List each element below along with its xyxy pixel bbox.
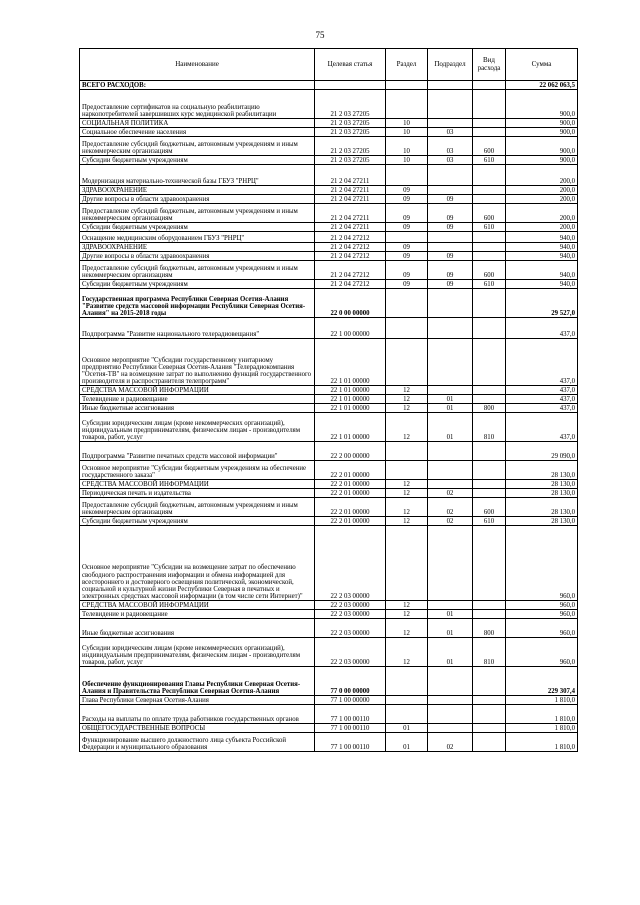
cell-sum: 29 090,0 xyxy=(506,442,578,461)
table-row xyxy=(80,223,578,232)
cell-subsection xyxy=(428,480,473,489)
cell-subsection xyxy=(428,705,473,724)
cell-name: Основное мероприятие "Субсидии бюджетным учреждениям на обеспечение государственного заказа" xyxy=(80,461,315,480)
budget-table xyxy=(79,48,578,752)
cell-name: Телевидение и радиовещание xyxy=(80,395,315,404)
table-row xyxy=(80,667,578,696)
cell-name: Основное мероприятие "Субсидии государственному унитарному предприятию Республики Северная Осетия-Алания "Телерадиокомпания "Осетия-ТВ" на возмещение затрат по выполнению функций государственного производителя и распространителя телепрограмм" xyxy=(80,339,315,386)
cell-code: 22 2 01 00000 xyxy=(315,517,386,526)
cell-section: 12 xyxy=(386,480,428,489)
cell-section: 09 xyxy=(386,280,428,289)
cell-kind: 810 xyxy=(473,413,506,442)
cell-subsection: 09 xyxy=(428,195,473,204)
cell-code: 21 2 04 27211 xyxy=(315,186,386,195)
table-header-row xyxy=(80,49,578,81)
cell-section: 12 xyxy=(386,601,428,610)
cell-sum: 437,0 xyxy=(506,404,578,413)
cell-subsection: 09 xyxy=(428,280,473,289)
cell-name: ОБЩЕГОСУДАРСТВЕННЫЕ ВОПРОСЫ xyxy=(80,724,315,733)
cell-sum: 200,0 xyxy=(506,223,578,232)
header-kind: Вид расхода xyxy=(473,49,506,81)
cell-subsection: 02 xyxy=(428,489,473,498)
cell-section: 12 xyxy=(386,404,428,413)
cell-section xyxy=(386,232,428,243)
cell-name: Иные бюджетные ассигнования xyxy=(80,404,315,413)
cell-subsection: 03 xyxy=(428,156,473,165)
cell-section xyxy=(386,526,428,601)
cell-code: 22 2 00 00000 xyxy=(315,442,386,461)
cell-section: 10 xyxy=(386,137,428,156)
table-row xyxy=(80,489,578,498)
cell-section: 09 xyxy=(386,252,428,261)
cell-kind xyxy=(473,667,506,696)
cell-subsection xyxy=(428,119,473,128)
cell-section xyxy=(386,339,428,386)
cell-kind: 600 xyxy=(473,498,506,517)
table-row xyxy=(80,252,578,261)
cell-kind: 610 xyxy=(473,280,506,289)
cell-kind: 610 xyxy=(473,517,506,526)
table-row xyxy=(80,232,578,243)
cell-code: 22 2 03 00000 xyxy=(315,619,386,638)
table-row xyxy=(80,638,578,667)
cell-code: 22 2 01 00000 xyxy=(315,480,386,489)
cell-name: Расходы на выплаты по оплате труда работников государственных органов xyxy=(80,705,315,724)
header-name: Наименование xyxy=(80,49,315,81)
cell-code: 22 2 01 00000 xyxy=(315,498,386,517)
cell-kind xyxy=(473,289,506,318)
cell-section: 01 xyxy=(386,733,428,752)
cell-kind xyxy=(473,232,506,243)
cell-kind xyxy=(473,195,506,204)
cell-sum: 1 810,0 xyxy=(506,724,578,733)
cell-name: Модернизация материально-технической базы ГБУЗ "РНРЦ" xyxy=(80,165,315,186)
cell-subsection: 03 xyxy=(428,137,473,156)
cell-name: Подпрограмма "Развитие национального телерадиовещания" xyxy=(80,318,315,339)
cell-subsection: 02 xyxy=(428,498,473,517)
cell-code: 21 2 04 27211 xyxy=(315,195,386,204)
table-row xyxy=(80,442,578,461)
cell-section xyxy=(386,696,428,705)
cell-name: Субсидии бюджетным учреждениям xyxy=(80,223,315,232)
cell-sum: 960,0 xyxy=(506,610,578,619)
cell-section xyxy=(386,705,428,724)
cell-sum: 900,0 xyxy=(506,128,578,137)
cell-sum: 940,0 xyxy=(506,243,578,252)
cell-kind xyxy=(473,395,506,404)
table-row xyxy=(80,526,578,601)
cell-code: 21 2 04 27211 xyxy=(315,223,386,232)
cell-subsection xyxy=(428,232,473,243)
cell-name: Субсидии юридическим лицам (кроме некоммерческих организаций), индивидуальным предпринимателям, физическим лицам - производителям товаров, работ, услуг xyxy=(80,413,315,442)
table-row xyxy=(80,395,578,404)
table-row xyxy=(80,610,578,619)
table-row xyxy=(80,480,578,489)
cell-name: Периодическая печать и издательства xyxy=(80,489,315,498)
cell-kind xyxy=(473,733,506,752)
cell-section: 12 xyxy=(386,489,428,498)
table-row xyxy=(80,696,578,705)
cell-sum: 900,0 xyxy=(506,119,578,128)
cell-kind xyxy=(473,526,506,601)
cell-subsection: 01 xyxy=(428,395,473,404)
cell-code: 22 2 01 00000 xyxy=(315,489,386,498)
cell-name: Предоставление субсидий бюджетным, автономным учреждениям и иным некоммерческим организациям xyxy=(80,137,315,156)
cell-subsection xyxy=(428,81,473,90)
cell-code: 22 2 03 00000 xyxy=(315,526,386,601)
cell-section: 09 xyxy=(386,223,428,232)
cell-subsection xyxy=(428,386,473,395)
cell-kind xyxy=(473,252,506,261)
cell-kind: 600 xyxy=(473,204,506,223)
cell-subsection: 09 xyxy=(428,252,473,261)
cell-kind xyxy=(473,386,506,395)
cell-sum: 437,0 xyxy=(506,395,578,404)
cell-kind xyxy=(473,442,506,461)
table-row xyxy=(80,498,578,517)
cell-section: 12 xyxy=(386,413,428,442)
cell-sum: 940,0 xyxy=(506,252,578,261)
cell-code: 22 2 03 00000 xyxy=(315,610,386,619)
cell-code: 22 1 01 00000 xyxy=(315,413,386,442)
cell-subsection xyxy=(428,724,473,733)
cell-code: 77 1 00 00000 xyxy=(315,696,386,705)
cell-name: Субсидии юридическим лицам (кроме некоммерческих организаций), индивидуальным предпринимателям, физическим лицам - производителям товаров, работ, услуг xyxy=(80,638,315,667)
table-row xyxy=(80,318,578,339)
cell-sum: 200,0 xyxy=(506,186,578,195)
cell-code: 22 2 01 00000 xyxy=(315,461,386,480)
cell-code: 21 2 04 27212 xyxy=(315,252,386,261)
cell-kind xyxy=(473,601,506,610)
cell-subsection xyxy=(428,601,473,610)
cell-sum: 28 130,0 xyxy=(506,461,578,480)
cell-sum: 437,0 xyxy=(506,413,578,442)
cell-name: Предоставление сертификатов на социальную реабилитацию наркопотребителей завершивших курс медицинской реабилитации xyxy=(80,90,315,119)
cell-subsection xyxy=(428,289,473,318)
cell-subsection xyxy=(428,90,473,119)
cell-subsection xyxy=(428,339,473,386)
cell-section: 12 xyxy=(386,610,428,619)
cell-sum: 28 130,0 xyxy=(506,489,578,498)
cell-subsection: 01 xyxy=(428,619,473,638)
cell-subsection xyxy=(428,186,473,195)
cell-subsection xyxy=(428,243,473,252)
cell-name: Предоставление субсидий бюджетным, автономным учреждениям и иным некоммерческим организациям xyxy=(80,261,315,280)
cell-section: 12 xyxy=(386,395,428,404)
cell-sum: 900,0 xyxy=(506,156,578,165)
cell-name: Телевидение и радиовещание xyxy=(80,610,315,619)
cell-section xyxy=(386,461,428,480)
header-section: Раздел xyxy=(386,49,428,81)
cell-name: Функционирование высшего должностного лица субъекта Российской Федерации и муниципального образования xyxy=(80,733,315,752)
cell-kind xyxy=(473,128,506,137)
cell-sum: 900,0 xyxy=(506,90,578,119)
cell-name: Подпрограмма "Развитие печатных средств массовой информации" xyxy=(80,442,315,461)
cell-code: 21 2 04 27212 xyxy=(315,261,386,280)
cell-sum: 960,0 xyxy=(506,638,578,667)
cell-name: Субсидии бюджетным учреждениям xyxy=(80,156,315,165)
cell-subsection: 09 xyxy=(428,223,473,232)
cell-name: СРЕДСТВА МАССОВОЙ ИНФОРМАЦИИ xyxy=(80,480,315,489)
cell-subsection: 01 xyxy=(428,404,473,413)
cell-code: 22 2 03 00000 xyxy=(315,601,386,610)
header-sum: Сумма xyxy=(506,49,578,81)
table-row xyxy=(80,461,578,480)
cell-code: 22 1 01 00000 xyxy=(315,386,386,395)
cell-code: 21 2 04 27212 xyxy=(315,232,386,243)
cell-code: 77 1 00 00110 xyxy=(315,705,386,724)
cell-section: 01 xyxy=(386,724,428,733)
cell-sum: 200,0 xyxy=(506,165,578,186)
cell-section xyxy=(386,442,428,461)
cell-kind: 800 xyxy=(473,404,506,413)
cell-sum: 437,0 xyxy=(506,339,578,386)
cell-kind xyxy=(473,489,506,498)
table-row xyxy=(80,90,578,119)
cell-sum: 1 810,0 xyxy=(506,696,578,705)
cell-section: 09 xyxy=(386,261,428,280)
cell-sum: 940,0 xyxy=(506,261,578,280)
cell-code xyxy=(315,81,386,90)
cell-code: 21 2 04 27211 xyxy=(315,165,386,186)
cell-subsection: 01 xyxy=(428,610,473,619)
cell-subsection: 09 xyxy=(428,204,473,223)
cell-subsection xyxy=(428,461,473,480)
cell-code: 77 0 00 00000 xyxy=(315,667,386,696)
cell-section: 09 xyxy=(386,186,428,195)
cell-kind xyxy=(473,243,506,252)
cell-kind xyxy=(473,186,506,195)
cell-name: Другие вопросы в области здравоохранения xyxy=(80,195,315,204)
cell-kind xyxy=(473,318,506,339)
cell-subsection: 02 xyxy=(428,517,473,526)
cell-code: 22 1 01 00000 xyxy=(315,404,386,413)
cell-name: Предоставление субсидий бюджетным, автономным учреждениям и иным некоммерческим организациям xyxy=(80,498,315,517)
table-row xyxy=(80,186,578,195)
cell-name: Государственная программа Республики Северная Осетия-Алания "Развитие средств массовой информации Республики Северная Осетия-Алания" на 2015-2018 годы xyxy=(80,289,315,318)
cell-code: 21 2 03 27205 xyxy=(315,128,386,137)
cell-kind xyxy=(473,339,506,386)
cell-kind: 600 xyxy=(473,137,506,156)
cell-code: 21 2 04 27212 xyxy=(315,243,386,252)
cell-subsection xyxy=(428,696,473,705)
cell-section: 09 xyxy=(386,243,428,252)
cell-name: СРЕДСТВА МАССОВОЙ ИНФОРМАЦИИ xyxy=(80,601,315,610)
cell-section: 12 xyxy=(386,517,428,526)
table-body xyxy=(80,81,578,752)
cell-name: СОЦИАЛЬНАЯ ПОЛИТИКА xyxy=(80,119,315,128)
cell-subsection xyxy=(428,667,473,696)
table-row xyxy=(80,289,578,318)
cell-sum: 940,0 xyxy=(506,232,578,243)
cell-section xyxy=(386,318,428,339)
cell-section: 12 xyxy=(386,619,428,638)
table-row xyxy=(80,619,578,638)
cell-section: 12 xyxy=(386,498,428,517)
table-row xyxy=(80,204,578,223)
cell-code: 21 2 04 27212 xyxy=(315,280,386,289)
table-row xyxy=(80,137,578,156)
table-row xyxy=(80,339,578,386)
table-row xyxy=(80,165,578,186)
cell-section: 10 xyxy=(386,119,428,128)
cell-code: 22 2 03 00000 xyxy=(315,638,386,667)
cell-kind xyxy=(473,724,506,733)
cell-subsection: 01 xyxy=(428,638,473,667)
cell-subsection: 01 xyxy=(428,413,473,442)
table-row xyxy=(80,280,578,289)
cell-kind xyxy=(473,480,506,489)
cell-code: 22 1 01 00000 xyxy=(315,339,386,386)
cell-code: 21 2 03 27205 xyxy=(315,156,386,165)
cell-code: 77 1 00 00110 xyxy=(315,724,386,733)
table-row xyxy=(80,517,578,526)
cell-sum: 200,0 xyxy=(506,195,578,204)
table-row xyxy=(80,81,578,90)
cell-kind xyxy=(473,81,506,90)
cell-sum: 1 810,0 xyxy=(506,705,578,724)
table-row xyxy=(80,243,578,252)
cell-name: Иные бюджетные ассигнования xyxy=(80,619,315,638)
cell-code: 21 2 03 27205 xyxy=(315,90,386,119)
table-row xyxy=(80,724,578,733)
cell-section xyxy=(386,165,428,186)
cell-name: Обеспечение функционирования Главы Республики Северная Осетия-Алания и Правительства Республики Северная Осетия-Алания xyxy=(80,667,315,696)
table-row xyxy=(80,413,578,442)
cell-name: ЗДРАВООХРАНЕНИЕ xyxy=(80,243,315,252)
cell-name: Оснащение медицинским оборудованием ГБУЗ "РНРЦ" xyxy=(80,232,315,243)
header-code: Целевая статья xyxy=(315,49,386,81)
cell-sum: 900,0 xyxy=(506,137,578,156)
cell-kind xyxy=(473,461,506,480)
cell-kind: 610 xyxy=(473,156,506,165)
cell-kind xyxy=(473,119,506,128)
cell-kind xyxy=(473,165,506,186)
cell-name: Глава Республики Северная Осетия-Алания xyxy=(80,696,315,705)
cell-name: ВСЕГО РАСХОДОВ: xyxy=(80,81,315,90)
cell-section: 10 xyxy=(386,156,428,165)
cell-subsection: 02 xyxy=(428,733,473,752)
table-row xyxy=(80,705,578,724)
cell-kind xyxy=(473,610,506,619)
cell-section xyxy=(386,289,428,318)
cell-kind: 610 xyxy=(473,223,506,232)
cell-name: Социальное обеспечение населения xyxy=(80,128,315,137)
cell-section: 09 xyxy=(386,195,428,204)
cell-sum: 960,0 xyxy=(506,601,578,610)
cell-section xyxy=(386,667,428,696)
table-row xyxy=(80,733,578,752)
table-row xyxy=(80,156,578,165)
table-row xyxy=(80,195,578,204)
cell-code: 22 1 01 00000 xyxy=(315,395,386,404)
cell-name: Субсидии бюджетным учреждениям xyxy=(80,517,315,526)
cell-section: 10 xyxy=(386,128,428,137)
header-subsection: Подраздел xyxy=(428,49,473,81)
cell-code: 21 2 04 27211 xyxy=(315,204,386,223)
table-row xyxy=(80,601,578,610)
cell-code: 21 2 03 27205 xyxy=(315,137,386,156)
cell-kind: 810 xyxy=(473,638,506,667)
cell-section xyxy=(386,90,428,119)
cell-code: 22 1 00 00000 xyxy=(315,318,386,339)
table-row xyxy=(80,404,578,413)
cell-sum: 28 130,0 xyxy=(506,480,578,489)
table-row xyxy=(80,261,578,280)
cell-section: 09 xyxy=(386,204,428,223)
cell-sum: 29 527,0 xyxy=(506,289,578,318)
cell-name: ЗДРАВООХРАНЕНИЕ xyxy=(80,186,315,195)
table-row xyxy=(80,128,578,137)
cell-sum: 437,0 xyxy=(506,318,578,339)
cell-subsection: 03 xyxy=(428,128,473,137)
cell-subsection xyxy=(428,165,473,186)
cell-sum: 960,0 xyxy=(506,526,578,601)
cell-section: 12 xyxy=(386,638,428,667)
cell-sum: 960,0 xyxy=(506,619,578,638)
cell-code: 22 0 00 00000 xyxy=(315,289,386,318)
page-number: 75 xyxy=(315,30,325,40)
cell-name: Другие вопросы в области здравоохранения xyxy=(80,252,315,261)
cell-section: 12 xyxy=(386,386,428,395)
cell-name: СРЕДСТВА МАССОВОЙ ИНФОРМАЦИИ xyxy=(80,386,315,395)
cell-subsection xyxy=(428,442,473,461)
cell-sum: 22 062 063,5 xyxy=(506,81,578,90)
cell-sum: 28 130,0 xyxy=(506,498,578,517)
table-row xyxy=(80,119,578,128)
cell-kind: 800 xyxy=(473,619,506,638)
cell-name: Основное мероприятие "Субсидии на возмещение затрат по обеспечению свободного распространения информации и обмена информацией для всестороннего и достоверного освещения политической, экономической, социальной и культурной жизни Республики Северная в печатных и электронных средствах массовой информации (в том числе сети Интернет)" xyxy=(80,526,315,601)
cell-name: Предоставление субсидий бюджетным, автономным учреждениям и иным некоммерческим организациям xyxy=(80,204,315,223)
cell-sum: 28 130,0 xyxy=(506,517,578,526)
cell-section xyxy=(386,81,428,90)
cell-subsection xyxy=(428,318,473,339)
cell-sum: 1 810,0 xyxy=(506,733,578,752)
cell-subsection xyxy=(428,526,473,601)
cell-sum: 437,0 xyxy=(506,386,578,395)
cell-sum: 229 307,4 xyxy=(506,667,578,696)
cell-sum: 940,0 xyxy=(506,280,578,289)
cell-kind: 600 xyxy=(473,261,506,280)
cell-kind xyxy=(473,696,506,705)
cell-sum: 200,0 xyxy=(506,204,578,223)
cell-kind xyxy=(473,705,506,724)
cell-kind xyxy=(473,90,506,119)
cell-subsection: 09 xyxy=(428,261,473,280)
table-row xyxy=(80,386,578,395)
cell-code: 77 1 00 00110 xyxy=(315,733,386,752)
cell-code: 21 2 03 27205 xyxy=(315,119,386,128)
cell-name: Субсидии бюджетным учреждениям xyxy=(80,280,315,289)
